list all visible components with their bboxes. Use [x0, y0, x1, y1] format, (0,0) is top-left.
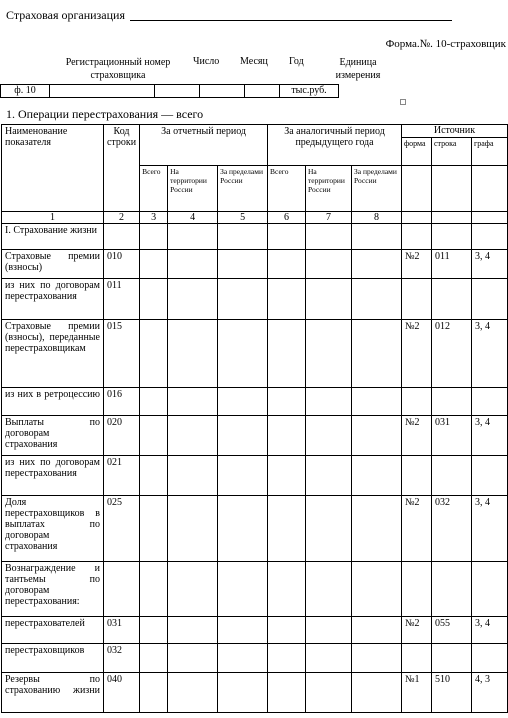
value-cell[interactable] [306, 496, 352, 562]
row-name: перестраховщиков [2, 644, 104, 673]
value-cell[interactable] [140, 320, 168, 388]
value-cell[interactable] [168, 496, 218, 562]
day-cell[interactable] [155, 85, 200, 98]
source-graph: 3, 4 [471, 320, 507, 388]
source-title: Источник [402, 125, 507, 138]
sub-total-prev: Всего [268, 166, 306, 212]
source-form: №2 [401, 416, 431, 456]
col-number-blank [401, 212, 431, 224]
value-cell[interactable] [168, 279, 218, 320]
table-row [2, 673, 508, 713]
src-row-blank [431, 166, 471, 212]
value-cell[interactable] [140, 456, 168, 496]
day-label: Число [193, 56, 220, 67]
col-number: 4 [168, 212, 218, 224]
col-name-header: Наименование показателя [2, 125, 104, 212]
row-code: 040 [103, 673, 139, 713]
table-row [2, 320, 508, 388]
value-cell[interactable] [140, 617, 168, 644]
value-cell[interactable] [306, 416, 352, 456]
value-cell[interactable] [306, 388, 352, 416]
row-code: 020 [103, 416, 139, 456]
value-cell[interactable] [218, 416, 268, 456]
row-name: I. Страхование жизни [2, 224, 104, 250]
src-form-blank [401, 166, 431, 212]
value-cell[interactable] [218, 496, 268, 562]
source-graph [471, 224, 507, 250]
col-number: 1 [2, 212, 104, 224]
value-cell[interactable] [218, 279, 268, 320]
value-cell[interactable] [352, 644, 402, 673]
value-cell[interactable] [268, 279, 306, 320]
year-label: Год [289, 56, 304, 67]
row-name: перестрахователей [2, 617, 104, 644]
value-cell[interactable] [352, 388, 402, 416]
value-cell[interactable] [168, 224, 218, 250]
row-name: Вознаграждение и тантьемы по договорам перестрахования: [2, 562, 104, 617]
section-title: 1. Операции перестрахования — всего [6, 107, 204, 121]
value-cell[interactable] [140, 224, 168, 250]
value-cell[interactable] [218, 456, 268, 496]
value-cell[interactable] [218, 250, 268, 279]
source-form [401, 279, 431, 320]
reinsurance-table [1, 124, 508, 713]
table-row [2, 388, 508, 416]
col-source-header [401, 125, 507, 166]
table-row [2, 250, 508, 279]
source-row [431, 644, 471, 673]
value-cell[interactable] [268, 562, 306, 617]
table-row [2, 416, 508, 456]
source-graph [471, 388, 507, 416]
value-cell[interactable] [268, 496, 306, 562]
value-cell[interactable] [352, 673, 402, 713]
table-row [2, 562, 508, 617]
value-cell[interactable] [140, 496, 168, 562]
value-cell[interactable] [306, 320, 352, 388]
sub-russia-current: На территории России [168, 166, 218, 212]
value-cell[interactable] [352, 320, 402, 388]
value-cell[interactable] [352, 496, 402, 562]
value-cell[interactable] [268, 224, 306, 250]
source-form [401, 388, 431, 416]
source-form: №2 [401, 496, 431, 562]
col-current-header: За отчетный период [140, 125, 268, 166]
table-row [2, 279, 508, 320]
col-number: 6 [268, 212, 306, 224]
column-numbers-row [2, 212, 508, 224]
source-row [431, 224, 471, 250]
row-name: Страховые премии (взносы), переданные перестраховщикам [2, 320, 104, 388]
source-form: №1 [401, 673, 431, 713]
source-graph [471, 562, 507, 617]
source-row [431, 388, 471, 416]
value-cell[interactable] [218, 617, 268, 644]
source-row [431, 279, 471, 320]
value-cell[interactable] [352, 416, 402, 456]
row-code: 021 [103, 456, 139, 496]
table-row [2, 496, 508, 562]
month-cell[interactable] [200, 85, 245, 98]
value-cell[interactable] [352, 250, 402, 279]
col-number: 2 [103, 212, 139, 224]
value-cell[interactable] [306, 279, 352, 320]
source-form [401, 562, 431, 617]
value-cell[interactable] [140, 562, 168, 617]
source-row: 011 [431, 250, 471, 279]
value-cell[interactable] [306, 673, 352, 713]
row-name: Резервы по страхованию жизни [2, 673, 104, 713]
value-cell[interactable] [268, 388, 306, 416]
table-row [2, 617, 508, 644]
source-row: 055 [431, 617, 471, 644]
source-row [431, 456, 471, 496]
source-form: №2 [401, 617, 431, 644]
value-cell[interactable] [168, 562, 218, 617]
col-number: 5 [218, 212, 268, 224]
value-cell[interactable] [168, 388, 218, 416]
table-row [2, 456, 508, 496]
row-code: 015 [103, 320, 139, 388]
value-cell[interactable] [140, 279, 168, 320]
source-row [431, 562, 471, 617]
year-cell[interactable] [245, 85, 280, 98]
registration-table [0, 84, 339, 98]
row-code: 011 [103, 279, 139, 320]
source-form: №2 [401, 320, 431, 388]
col-number: 3 [140, 212, 168, 224]
form-label: Форма.№. 10-страховщик [385, 38, 506, 50]
row-code: 025 [103, 496, 139, 562]
source-form [401, 644, 431, 673]
value-cell[interactable] [140, 250, 168, 279]
source-form [401, 456, 431, 496]
value-cell[interactable] [168, 416, 218, 456]
col-number: 8 [352, 212, 402, 224]
value-cell[interactable] [352, 562, 402, 617]
source-row: 012 [431, 320, 471, 388]
value-cell[interactable] [168, 673, 218, 713]
row-code: 016 [103, 388, 139, 416]
value-cell[interactable] [268, 644, 306, 673]
value-cell[interactable] [140, 644, 168, 673]
row-code [103, 224, 139, 250]
source-graph: 3, 4 [471, 617, 507, 644]
col-code-header: Код строки [103, 125, 139, 212]
source-form: №2 [401, 250, 431, 279]
row-name: Страховые премии (взносы) [2, 250, 104, 279]
unit-label: Единица измерения [335, 57, 381, 81]
value-cell[interactable] [268, 250, 306, 279]
row-name: из них в ретроцессию [2, 388, 104, 416]
value-cell[interactable] [168, 617, 218, 644]
unit-value-cell: тыс.руб. [280, 85, 339, 98]
value-cell[interactable] [218, 320, 268, 388]
value-cell[interactable] [168, 456, 218, 496]
value-cell[interactable] [168, 644, 218, 673]
row-code: 010 [103, 250, 139, 279]
row-code: 032 [103, 644, 139, 673]
source-graph: 3, 4 [471, 416, 507, 456]
value-cell[interactable] [140, 388, 168, 416]
sub-russia-prev: На территории России [306, 166, 352, 212]
source-row-header: строка [432, 138, 472, 165]
row-code [103, 562, 139, 617]
value-cell[interactable] [306, 250, 352, 279]
reg-number-label: Регистрационный номер страховщика [65, 57, 171, 81]
value-cell[interactable] [306, 224, 352, 250]
value-cell[interactable] [268, 416, 306, 456]
source-graph: 3, 4 [471, 496, 507, 562]
value-cell[interactable] [306, 562, 352, 617]
row-code: 031 [103, 617, 139, 644]
source-row: 031 [431, 416, 471, 456]
value-cell[interactable] [218, 224, 268, 250]
month-label: Месяц [240, 56, 268, 67]
value-cell[interactable] [218, 673, 268, 713]
col-prev-header: За аналогичный период предыдущего года [268, 125, 402, 166]
source-form-header: форма [402, 138, 432, 165]
value-cell[interactable] [168, 250, 218, 279]
col-number-blank [431, 212, 471, 224]
org-label: Страховая организация [6, 8, 125, 22]
value-cell[interactable] [268, 456, 306, 496]
reg-number-cell[interactable] [50, 85, 155, 98]
source-graph [471, 279, 507, 320]
table-row [2, 224, 508, 250]
value-cell[interactable] [352, 456, 402, 496]
value-cell[interactable] [306, 644, 352, 673]
col-number: 7 [306, 212, 352, 224]
row-name: из них по договорам перестрахования [2, 456, 104, 496]
value-cell[interactable] [218, 562, 268, 617]
value-cell[interactable] [268, 673, 306, 713]
sub-abroad-current: За пределами России [218, 166, 268, 212]
value-cell[interactable] [352, 224, 402, 250]
value-cell[interactable] [306, 617, 352, 644]
value-cell[interactable] [352, 617, 402, 644]
value-cell[interactable] [218, 388, 268, 416]
value-cell[interactable] [218, 644, 268, 673]
table-row [2, 644, 508, 673]
source-row: 510 [431, 673, 471, 713]
source-graph-header: графа [473, 139, 494, 148]
value-cell[interactable] [352, 279, 402, 320]
form-code-cell: ф. 10 [1, 85, 50, 98]
value-cell[interactable] [140, 673, 168, 713]
row-name: Доля перестраховщиков в выплатах по договорам страхования [2, 496, 104, 562]
row-name: Выплаты по договорам страхования [2, 416, 104, 456]
sub-total-current: Всего [140, 166, 168, 212]
value-cell[interactable] [268, 617, 306, 644]
sub-abroad-prev: За пределами России [352, 166, 402, 212]
source-graph: 4, 3 [471, 673, 507, 713]
source-graph [471, 644, 507, 673]
source-form [401, 224, 431, 250]
col-number-blank [471, 212, 507, 224]
value-cell[interactable] [306, 456, 352, 496]
source-graph: 3, 4 [471, 250, 507, 279]
source-graph [471, 456, 507, 496]
value-cell[interactable] [168, 320, 218, 388]
value-cell[interactable] [140, 416, 168, 456]
src-graph-blank [471, 166, 507, 212]
row-name: из них по договорам перестрахования [2, 279, 104, 320]
value-cell[interactable] [268, 320, 306, 388]
source-row: 032 [431, 496, 471, 562]
corner-marker [400, 99, 406, 105]
org-name-line [130, 20, 452, 21]
